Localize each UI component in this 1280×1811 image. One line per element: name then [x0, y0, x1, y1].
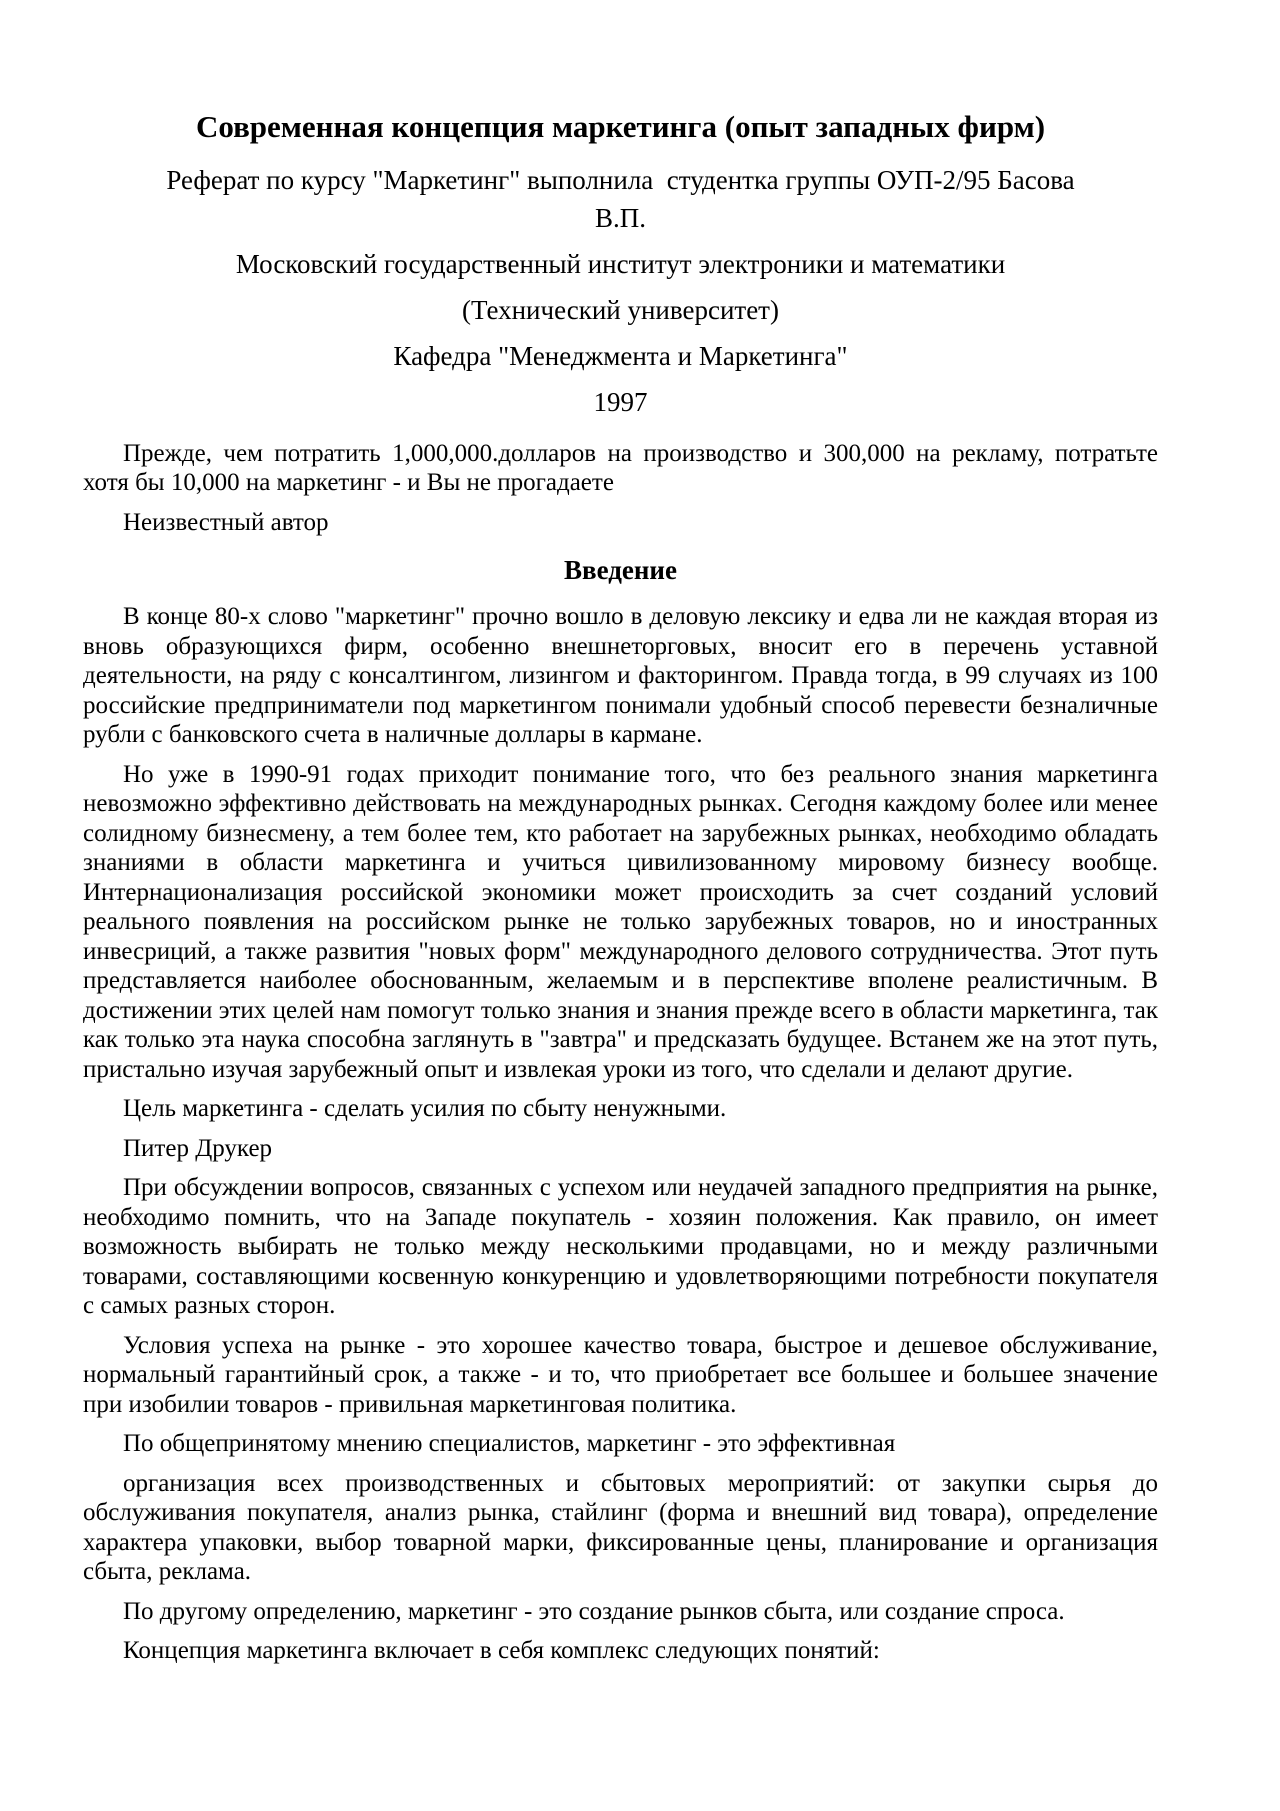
intro-paragraph: Цель маркетинга - сделать усилия по сбыту ненужными. [123, 1095, 727, 1123]
front-matter-line: Московский государственный институт электроники и математики [235, 248, 1006, 279]
front-matter-line: (Технический университет) [462, 294, 779, 325]
intro-paragraph: При обсуждении вопросов, связанных с успехом или неудачей западного предприятия на рынке, необходимо помнить, что на Западе покупатель - хозяин положения. Как правило, он имеет возможность выбирать не только между несколькими продавцами, но и между различными товарами, составляющими косвенную конкуренцию и удовлетворяющими потребности покупателя с самых разных сторон. [83, 1174, 1158, 1320]
intro-paragraph: Но уже в 1990-91 годах приходит понимание того, что без реального знания маркетинга невозможно эффективно действовать на международных рынках. Сегодня каждому более или менее солидному бизнесмену, а тем более тем, кто работает на зарубежных рынках, необходимо обладать знаниями в области маркетинга и учиться цивилизованному мировому бизнесу вообще. Интернационализация российской экономики может происходить за счет созданий условий реального появления на российском рынке не только зарубежных товаров, но и иностранных инвесриций, а также развития "новых форм" международного делового сотрудничества. Этот путь представляется наиболее обоснованным, желаемым и в перспективе вполене реалистичным. В достижении этих целей нам помогут только знания и знания прежде всего в области маркетинга, так как только эта наука способна заглянуть в "завтра" и предсказать будущее. Встанем же на этот путь, пристально изучая зарубежный опыт и извлекая уроки из того, что сделали и делают другие. [83, 760, 1158, 1083]
intro-paragraph: Условия успеха на рынке - это хорошее качество товара, быстрое и дешевое обслуживание, нормальный гарантийный срок, а также - и то, что приобретает все большее и большее значение при изобилии товаров - привильная маркетинговая политика. [83, 1331, 1158, 1418]
intro-paragraphs [83, 602, 1158, 1666]
intro-paragraph: По другому определению, маркетинг - это создание рынков сбыта, или создание спроса. [123, 1597, 1065, 1625]
epigraph-author: Неизвестный автор [123, 508, 329, 536]
intro-paragraph: По общепринятому мнению специалистов, маркетинг - это эффективная [123, 1430, 896, 1458]
front-matter-line: Кафедра "Менеджмента и Маркетинга" [393, 340, 848, 371]
intro-paragraph: В конце 80-х слово "маркетинг" прочно вошло в деловую лексику и едва ли не каждая вторая из вновь образующихся фирм, особенно внешнеторговых, вносит его в перечень уставной деятельности, на ряду с консалтингом, лизингом и факторингом. Правда тогда, в 99 случаях из 100 российские предприниматели под маркетингом понимали удобный способ перевести безналичные рубли с банковского счета в наличные доллары в кармане. [83, 603, 1158, 749]
section-heading: Введение [564, 555, 677, 586]
front-matter [83, 246, 1158, 421]
intro-paragraph: Концепция маркетинга включает в себя комплекс следующих понятий: [123, 1637, 880, 1665]
front-matter-line: 1997 [593, 386, 648, 417]
byline [83, 161, 1158, 237]
byline-line: Реферат по курсу "Маркетинг" выполнила студентка группы ОУП-2/95 Басова [166, 164, 1075, 195]
intro-paragraph: Питер Друкер [123, 1134, 273, 1162]
byline-line: В.П. [594, 202, 646, 233]
document-title: Современная концепция маркетинга (опыт западных фирм) [195, 109, 1046, 144]
epigraph-paragraph: Прежде, чем потратить 1,000,000.долларов на производство и 300,000 на рекламу, потратьте хотя бы 10,000 на маркетинг - и Вы не прогадаете [83, 439, 1158, 497]
intro-paragraph: организация всех производственных и сбытовых мероприятий: от закупки сырья до обслуживания покупателя, анализ рынка, стайлинг (форма и внешний вид товара), определение характера упаковки, выбор товарной марки, фиксированные цены, планирование и организация сбыта, реклама. [83, 1469, 1158, 1586]
